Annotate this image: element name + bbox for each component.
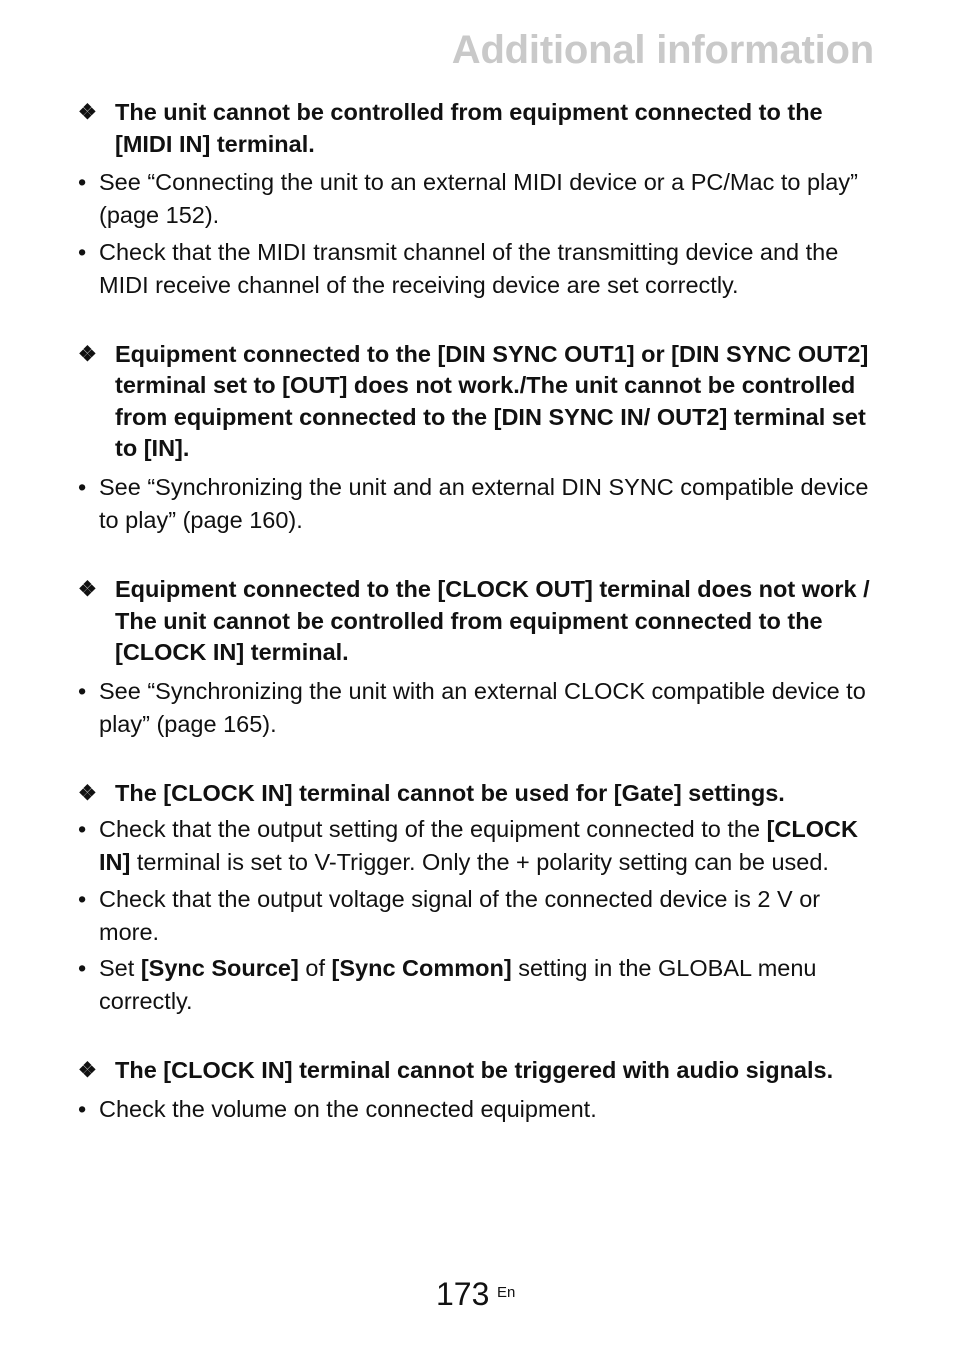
- list-item: [78, 952, 878, 1018]
- section-clock-in-audio: [78, 1055, 878, 1126]
- bullet-list: [78, 813, 878, 1018]
- list-item-text-part: terminal is set to V-Trigger. Only the + polarity setting can be used.: [130, 849, 829, 876]
- list-item: [78, 675, 878, 741]
- diamond-marker-icon: ❖: [78, 781, 97, 805]
- page-language: En: [497, 1284, 516, 1301]
- sync-source-term: [Sync Source]: [140, 955, 299, 982]
- section-heading-text: Equipment connected to the [CLOCK OUT] terminal does not work / The unit cannot be controlled from equipment connected to the [CLOCK IN] terminal.: [115, 576, 870, 666]
- diamond-marker-icon: ❖: [78, 578, 97, 602]
- list-item-text: See “Synchronizing the unit with an external CLOCK compatible device to play” (page 165).: [99, 677, 866, 737]
- list-item-text: Check the volume on the connected equipment.: [99, 1096, 597, 1123]
- list-item: [78, 166, 878, 232]
- list-item-text-part: setting in the GLOBAL menu correctly.: [99, 955, 817, 1015]
- list-item: [78, 883, 878, 949]
- diamond-marker-icon: ❖: [78, 342, 97, 366]
- diamond-marker-icon: ❖: [78, 101, 97, 124]
- bullet-list: [78, 675, 878, 741]
- list-item: [78, 471, 878, 537]
- bullet-icon: •: [78, 169, 87, 196]
- bullet-icon: •: [78, 238, 87, 265]
- section-heading-text: The unit cannot be controlled from equipment connected to the [MIDI IN] terminal.: [115, 99, 823, 157]
- sync-common-term: [Sync Common]: [331, 955, 512, 982]
- bullet-list: [78, 471, 878, 537]
- list-item-text-part: of: [298, 955, 332, 982]
- section-heading: [78, 97, 878, 160]
- section-heading-text: The [CLOCK IN] terminal cannot be used for [Gate] settings.: [115, 779, 785, 806]
- troubleshooting-content: [78, 97, 878, 1126]
- clock-in-term: [CLOCK IN]: [99, 816, 858, 876]
- list-item-text: See “Synchronizing the unit and an external DIN SYNC compatible device to play” (page 160).: [99, 474, 869, 534]
- section-din-sync: [78, 339, 878, 537]
- section-heading-text: The [CLOCK IN] terminal cannot be triggered with audio signals.: [115, 1057, 834, 1084]
- section-clock-out: [78, 574, 878, 741]
- diamond-marker-icon: ❖: [78, 1059, 97, 1083]
- list-item-text: See “Connecting the unit to an external MIDI device or a PC/Mac to play” (page 152).: [99, 169, 858, 229]
- list-item-text: Check that the MIDI transmit channel of the transmitting device and the MIDI receive channel of the receiving device are set correctly.: [99, 238, 839, 298]
- bullet-icon: •: [78, 677, 87, 704]
- page-header-title: Additional information: [451, 28, 874, 72]
- bullet-icon: •: [78, 474, 87, 501]
- section-heading: [78, 1055, 878, 1087]
- section-heading-text: Equipment connected to the [DIN SYNC OUT1] or [DIN SYNC OUT2] terminal set to [OUT] does not work./The unit cannot be controlled from equipment connected to the [DIN SYNC IN/ OUT2] terminal set to [IN].: [115, 340, 869, 462]
- list-item-text: Check that the output voltage signal of the connected device is 2 V or more.: [99, 885, 821, 945]
- list-item-text: [99, 816, 858, 875]
- bullet-icon: •: [78, 816, 87, 843]
- bullet-icon: •: [78, 1096, 87, 1123]
- list-item: [78, 813, 878, 879]
- list-item: [78, 1093, 878, 1126]
- list-item: [78, 236, 878, 302]
- list-item-text: [99, 955, 817, 1014]
- section-heading: [78, 778, 878, 810]
- bullet-icon: •: [78, 955, 87, 982]
- bullet-list: [78, 1093, 878, 1126]
- bullet-list: [78, 166, 878, 302]
- section-clock-in-gate: [78, 778, 878, 1019]
- section-midi-in: [78, 97, 878, 302]
- list-item-text-part: Check that the output setting of the equipment connected to the: [99, 816, 767, 843]
- section-heading: [78, 339, 878, 465]
- list-item-text-part: Set: [99, 955, 141, 982]
- page-number: 173: [436, 1276, 490, 1312]
- section-heading: [78, 574, 878, 669]
- bullet-icon: •: [78, 885, 87, 912]
